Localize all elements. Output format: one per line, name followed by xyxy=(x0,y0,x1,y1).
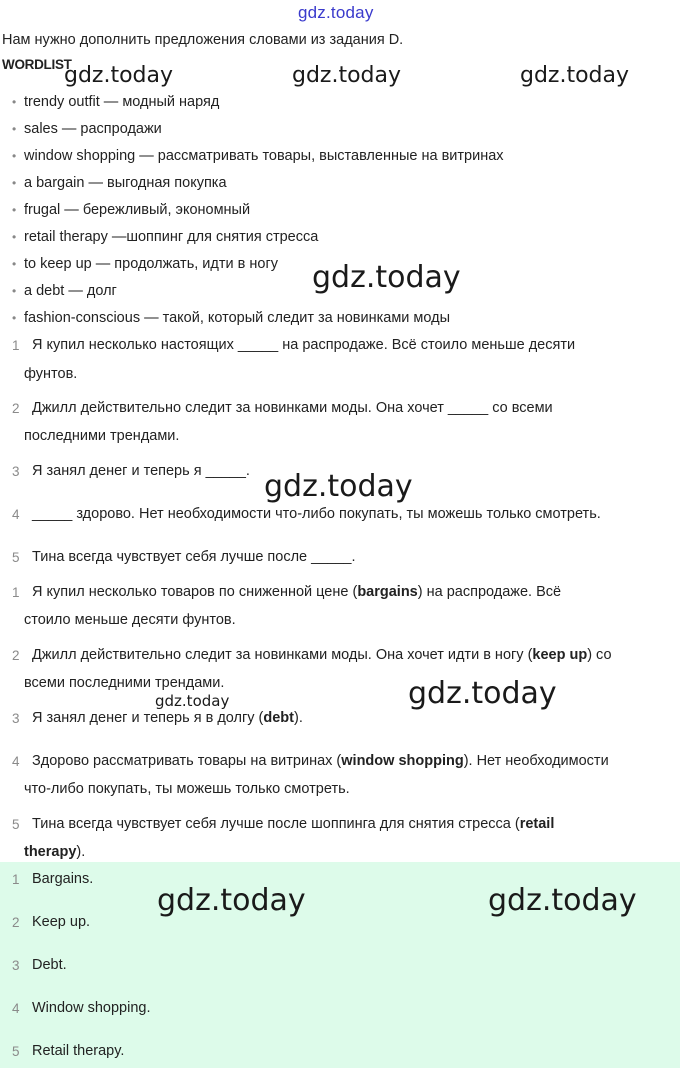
task-line: Джилл действительно следит за новинками моды. Она хочет _____ со всеми xyxy=(32,400,553,416)
watermark: gdz.today xyxy=(292,63,402,88)
wordlist-item: • retail therapy —шоппинг для снятия стресса xyxy=(12,229,319,245)
answer-number: 3 xyxy=(12,958,20,973)
intro-text: Нам нужно дополнить предложения словами из задания D. xyxy=(2,32,404,48)
task-line: последними трендами. xyxy=(24,428,180,444)
bullet-icon: • xyxy=(12,311,17,325)
wordlist-item: • window shopping — рассматривать товары, выставленные на витринах xyxy=(12,148,504,164)
bullet-icon: • xyxy=(12,149,17,163)
watermark: gdz.today xyxy=(64,63,174,88)
task-number: 3 xyxy=(12,464,20,479)
solution-line: Тина всегда чувствует себя лучше после шоппинга для снятия стресса (retail xyxy=(32,816,555,832)
watermark: gdz.today xyxy=(264,469,413,504)
solution-line: что-либо покупать, ты можешь только смотреть. xyxy=(24,781,350,797)
answer-text: Window shopping. xyxy=(32,1000,151,1016)
wordlist-item: • frugal — бережливый, экономный xyxy=(12,202,251,218)
task-line: _____ здорово. Нет необходимости что-либо покупать, ты можешь только смотреть. xyxy=(32,506,601,522)
task-number: 5 xyxy=(12,550,20,565)
task-number: 2 xyxy=(12,401,20,416)
solution-number: 4 xyxy=(12,754,20,769)
bullet-icon: • xyxy=(12,203,17,217)
watermark: gdz.today xyxy=(408,676,557,711)
watermark: gdz.today xyxy=(157,883,306,918)
watermark-top: gdz.today xyxy=(298,3,374,22)
solution-line: Здорово рассматривать товары на витринах (window shopping). Нет необходимости xyxy=(32,753,609,769)
solution-line: Я купил несколько товаров по сниженной цене (bargains) на распродаже. Всё xyxy=(32,584,562,600)
answer-number: 5 xyxy=(12,1044,20,1059)
wordlist-item: • trendy outfit — модный наряд xyxy=(12,94,220,110)
answer-number: 1 xyxy=(12,872,20,887)
task-line: Тина всегда чувствует себя лучше после _____. xyxy=(32,549,356,565)
wordlist-item: • a bargain — выгодная покупка xyxy=(12,175,227,191)
watermark: gdz.today xyxy=(520,63,630,88)
wordlist-item: • to keep up — продолжать, идти в ногу xyxy=(12,256,278,272)
task-line: фунтов. xyxy=(24,366,78,382)
task-line: Я занял денег и теперь я _____. xyxy=(32,463,250,479)
task-number: 1 xyxy=(12,338,20,353)
wordlist-item: • sales — распродажи xyxy=(12,121,162,137)
watermark: gdz.today xyxy=(312,260,461,295)
answer-text: Keep up. xyxy=(32,914,91,930)
answer-text: Debt. xyxy=(32,957,67,973)
solution-number: 2 xyxy=(12,648,20,663)
solution-line: стоило меньше десяти фунтов. xyxy=(24,612,236,628)
task-line: Я купил несколько настоящих _____ на распродаже. Всё стоило меньше десяти xyxy=(32,337,576,353)
answer-number: 4 xyxy=(12,1001,20,1016)
bullet-icon: • xyxy=(12,230,17,244)
solution-number: 1 xyxy=(12,585,20,600)
bullet-icon: • xyxy=(12,122,17,136)
wordlist-item: • a debt — долг xyxy=(12,283,117,299)
bullet-icon: • xyxy=(12,284,17,298)
task-number: 4 xyxy=(12,507,20,522)
bullet-icon: • xyxy=(12,176,17,190)
answer-number: 2 xyxy=(12,915,20,930)
watermark: gdz.today xyxy=(488,883,637,918)
solution-number: 5 xyxy=(12,817,20,832)
wordlist-item: • fashion-conscious — такой, который следит за новинками моды xyxy=(12,310,451,326)
wordlist-title: WORDLIST xyxy=(2,57,72,72)
solution-line: всеми последними трендами. xyxy=(24,675,225,691)
solution-line: Джилл действительно следит за новинками моды. Она хочет идти в ногу (keep up) со xyxy=(32,647,612,663)
bullet-icon: • xyxy=(12,257,17,271)
answer-text: Retail therapy. xyxy=(32,1043,125,1059)
solution-line: therapy). xyxy=(24,844,86,860)
watermark: gdz.today xyxy=(155,692,230,710)
solution-line: Я занял денег и теперь я в долгу (debt). xyxy=(32,710,303,726)
bullet-icon: • xyxy=(12,95,17,109)
solution-number: 3 xyxy=(12,711,20,726)
answer-text: Bargains. xyxy=(32,871,94,887)
